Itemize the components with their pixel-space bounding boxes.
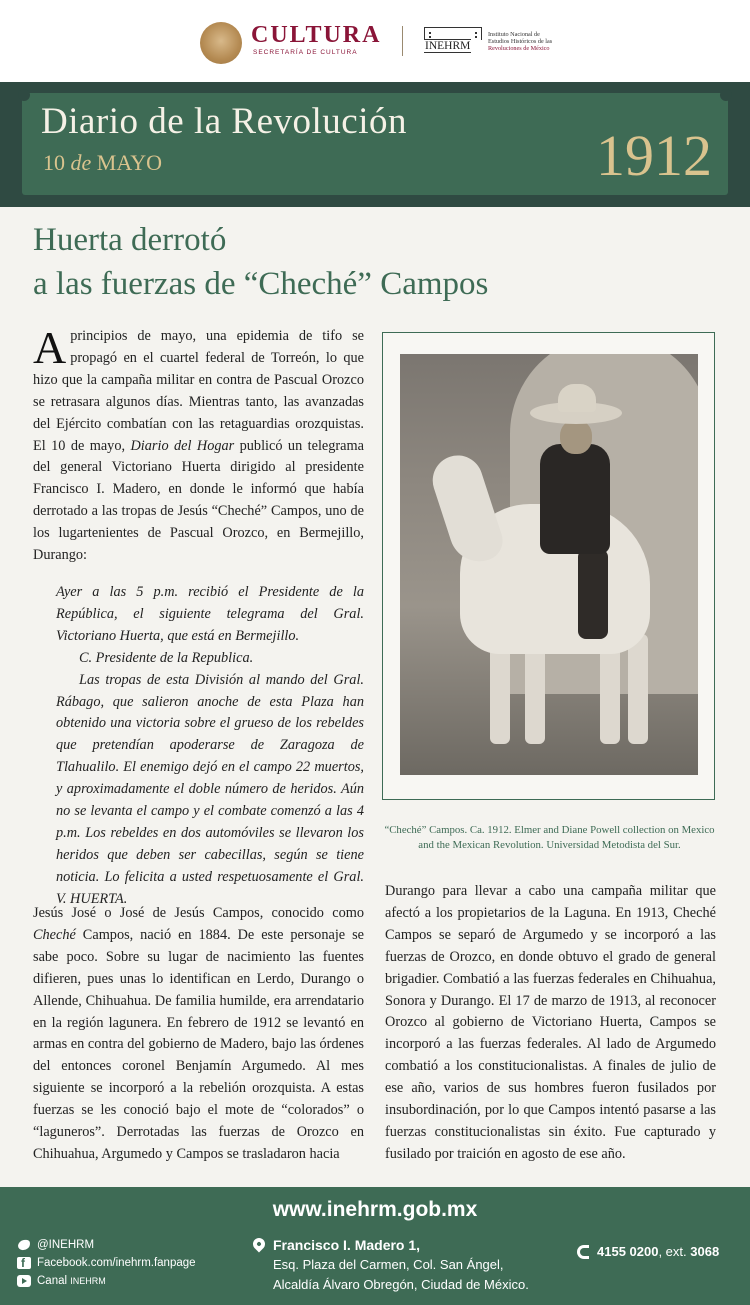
inehrm-logo: INEHRM xyxy=(425,40,471,52)
address-line: Alcaldía Álvaro Obregón, Ciudad de México. xyxy=(273,1277,529,1292)
drop-cap: A xyxy=(33,322,67,373)
youtube-link[interactable] xyxy=(17,1272,196,1290)
rider-face xyxy=(560,420,592,454)
series-title: Diario de la Revolución xyxy=(41,101,407,142)
twitter-icon xyxy=(18,1240,30,1250)
address-line: Esq. Plaza del Carmen, Col. San Ángel, xyxy=(273,1257,504,1272)
twitter-handle: @INEHRM xyxy=(37,1239,95,1251)
horse-head xyxy=(426,449,508,569)
date-de: de xyxy=(70,150,92,175)
rider-body xyxy=(540,444,610,554)
headline-line: a las fuerzas de “Cheché” Campos xyxy=(33,266,489,302)
inehrm-desc-line: Instituto Nacional de xyxy=(488,31,540,38)
issue-date xyxy=(43,150,162,176)
inehrm-desc-line: Revoluciones de México xyxy=(488,45,550,52)
phone-main: 4155 0200 xyxy=(597,1244,659,1259)
youtube-icon xyxy=(17,1275,31,1287)
inehrm-description xyxy=(488,31,578,52)
article-paragraph-1 xyxy=(33,322,364,567)
paragraph-text: Campos, nació en 1884. De este personaje se sabe poco. Sobre su lugar de nacimiento las fuentes difieren, pues unas lo identifican en Lerdo, Durango o Allende, Chihuahua. De familia humilde, era arrendatario en la región lagunera. En febrero de 1912 se levantó en armas en contra del gobierno de Madero, bajo las órdenes del entonces coronel Benjamín Argumedo. Al mes siguiente se incorporó a la rebelión orozquista. A estas fuerzas se les conoció bajo el mote de “colorados” o “laguneros”. Derrotadas las fuerzas de Orozco en Chihuahua, Argumedo y Campos se trasladaron hacia xyxy=(33,926,364,1162)
nickname: Cheché xyxy=(33,926,76,943)
historic-photo-cheche-campos xyxy=(400,354,698,775)
article-paragraph-2 xyxy=(33,903,364,1166)
date-month: MAYO xyxy=(96,150,162,175)
paragraph-text: publicó un telegrama del general Victoriano Huerta dirigido al presidente Francisco I. Madero, en donde le informó que había derrotado a las tropas de Jesús “Cheché” Campos, uno de los lugartenientes de Pascual Orozco, en Bermejillo, Durango: xyxy=(33,437,364,564)
address-line: Francisco I. Madero 1, xyxy=(273,1237,421,1253)
telegram-quote xyxy=(56,582,364,911)
phone-ext: 3068 xyxy=(690,1244,720,1259)
inehrm-desc-line: Estudios Históricos de las xyxy=(488,38,553,45)
logo-divider xyxy=(402,26,403,56)
quote-line: C. Presidente de la Republica. xyxy=(79,649,254,666)
phone-number[interactable] xyxy=(597,1244,719,1259)
cultura-subtitle: SECRETARÍA DE CULTURA xyxy=(253,49,358,56)
cultura-logo: CULTURA xyxy=(251,22,382,48)
social-links xyxy=(17,1236,196,1290)
address xyxy=(273,1235,529,1295)
youtube-channel: INEHRM xyxy=(70,1276,106,1286)
paragraph-text: Jesús José o José de Jesús Campos, conocido como xyxy=(33,905,364,921)
issue-year: 1912 xyxy=(596,123,712,188)
national-seal-icon xyxy=(200,22,242,64)
article-paragraph-3: Durango para llevar a cabo una campaña militar que afectó a los propietarios de la Laguna. En 1913, Cheché Campos se separó de Argumedo y se incorporó a las fuerzas de Orozco, en donde obtuvo el grado de general brigadier. Combatió a las fuerzas federales en Chihuahua, Sonora y Durango. El 17 de marzo de 1913, al reconocer Orozco al gobierno de Victoriano Huerta, Campos se incorporó a las fuerzas federales. Al lado de Argumedo combatió a los constitucionalistas. A finales de julio de ese año, varios de sus hombres fueron fusilados por insubordinación, por lo que Campos intentó pasarse a las fuerzas constitucionalistas sin éxito. Fue capturado y fusilado por traición en agosto de ese año. xyxy=(385,883,716,1162)
headline-line: Huerta derrotó xyxy=(33,222,227,258)
headline xyxy=(33,218,653,306)
facebook-handle: Facebook.com/inehrm.fanpage xyxy=(37,1257,196,1269)
twitter-link[interactable] xyxy=(17,1236,196,1254)
facebook-link[interactable] xyxy=(17,1254,196,1272)
sombrero-crown xyxy=(558,384,596,412)
header-logos xyxy=(0,0,750,82)
quote-line: Ayer a las 5 p.m. recibió el Presidente de la República, el siguiente telegrama del Gral. Victoriano Huerta, que está en Bermejillo. xyxy=(56,584,364,644)
photo-caption: “Cheché” Campos. Ca. 1912. Elmer and Diane Powell collection on Mexico and the Mexican Revolution. Universidad Metodista del Sur. xyxy=(384,824,715,851)
location-pin-icon xyxy=(251,1236,268,1253)
date-day: 10 xyxy=(43,150,65,175)
website-link[interactable]: www.inehrm.gob.mx xyxy=(272,1198,478,1221)
newspaper-title: Diario del Hogar xyxy=(130,437,235,454)
rider-leg xyxy=(578,549,608,639)
quote-line: Las tropas de esta División al mando del Gral. Rábago, que salieron anoche de esta Plaza han obtenido una victoria sobre el grueso de los rebeldes que pretendían apoderarse de Zaragoza de Tlahualilo. El enemigo dejó en el campo 22 muertos, y aproximadamente el doble número de heridos. Aún no se levanta el campo y el combate comenzó a las 4 p.m. Los rebeldes en dos automóviles se llevaron los heridos que deben ser cabecillas, según se tiene noticia. Lo felicita a usted respetuosamente el Gral. V. HUERTA. xyxy=(56,671,364,907)
ext-label: , ext. xyxy=(658,1244,687,1259)
paragraph-text: principios de mayo, una epidemia de tifo se propagó en el cuartel federal de Torreón, lo que hizo que la campaña militar en contra de Pascual Orozco se retrasara algunos días. Mientras tanto, las avanzadas del Ejército combatían con las retaguardias orozquistas. El 10 de mayo, xyxy=(33,328,364,454)
youtube-label: Canal xyxy=(37,1275,68,1287)
facebook-icon xyxy=(17,1257,31,1269)
horse-leg xyxy=(628,634,648,744)
phone-icon xyxy=(577,1245,589,1259)
footer xyxy=(0,1187,750,1305)
